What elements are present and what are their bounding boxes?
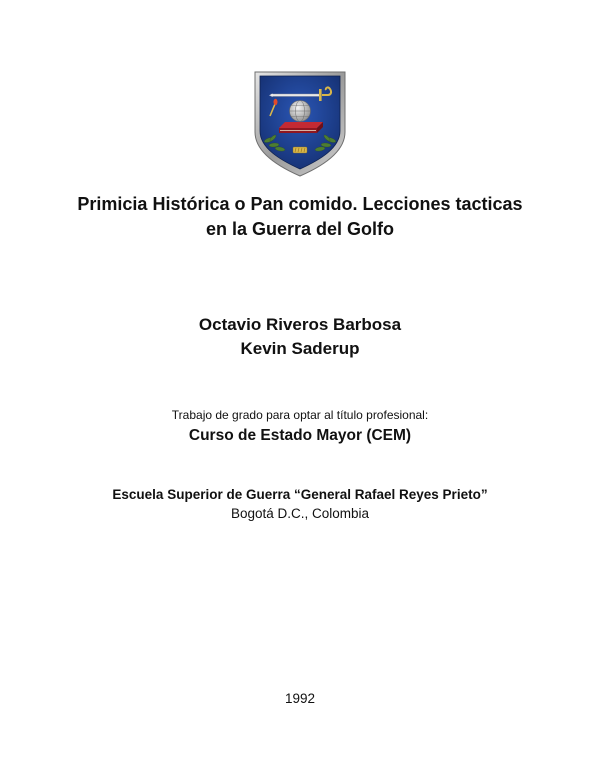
publication-year: 1992 (284, 691, 316, 706)
degree-intro: Trabajo de grado para optar al título profesional: (171, 408, 429, 422)
book-icon (279, 122, 323, 133)
degree-title: Curso de Estado Mayor (CEM) (188, 427, 412, 444)
institution-name: Escuela Superior de Guerra “General Rafael Reyes Prieto” (112, 487, 488, 502)
document-title (40, 192, 560, 242)
gold-emblem-icon (293, 147, 307, 153)
author-name: Octavio Riveros Barbosa (198, 315, 402, 334)
document-title-line-1: Primicia Histórica o Pan comido. Lecciones tacticas (77, 194, 523, 214)
military-crest-icon (253, 70, 347, 178)
institution-location: Bogotá D.C., Colombia (230, 506, 370, 521)
globe-icon (290, 101, 311, 122)
author-name: Kevin Saderup (240, 339, 360, 358)
authors (40, 313, 560, 361)
document-title-line-2: en la Guerra del Golfo (205, 219, 395, 239)
